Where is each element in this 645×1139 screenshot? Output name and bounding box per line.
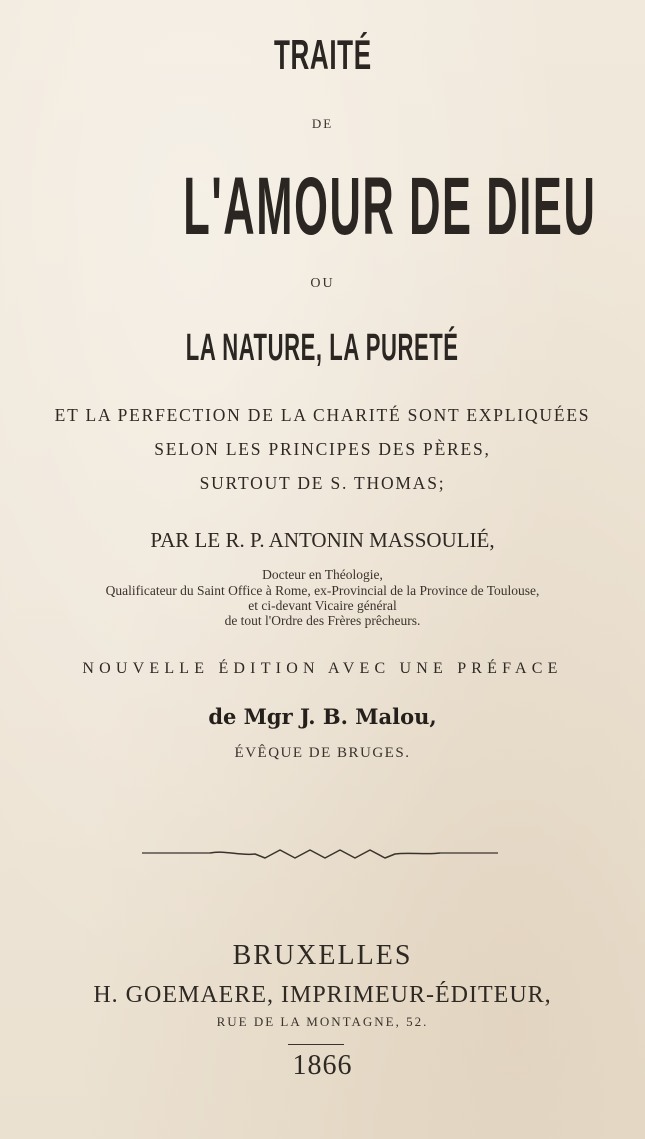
author-credential: de tout l'Ordre des Frères prêcheurs. xyxy=(224,613,421,628)
imprint-city: BRUXELLES xyxy=(232,940,413,971)
imprint-year: 1866 xyxy=(292,1050,353,1081)
preface-author-title: ÉVÊQUE DE BRUGES. xyxy=(234,745,411,761)
year-rule xyxy=(288,1044,344,1045)
ornamental-rule xyxy=(140,838,500,868)
author-line: PAR LE R. P. ANTONIN MASSOULIÉ, xyxy=(150,528,495,552)
connector-ou: OU xyxy=(310,276,335,291)
imprint-address: RUE DE LA MONTAGNE, 52. xyxy=(216,1014,429,1029)
description-line: ET LA PERFECTION DE LA CHARITÉ SONT EXPLIQUÉES xyxy=(54,405,591,425)
subtitle-text: LA NATURE, LA PURETÉ xyxy=(186,327,459,369)
main-title xyxy=(0,161,645,252)
author-credential: Docteur en Théologie, xyxy=(262,567,383,582)
main-title-text: L'AMOUR DE DIEU xyxy=(183,161,597,252)
description-line: SELON LES PRINCIPES DES PÈRES, xyxy=(154,439,491,459)
imprint-publisher: H. GOEMAERE, IMPRIMEUR-ÉDITEUR, xyxy=(93,982,552,1008)
author-credential: Qualificateur du Saint Office à Rome, ex-Provincial de la Province de Toulouse, xyxy=(105,583,540,598)
subtitle xyxy=(0,326,645,369)
edition-line: NOUVELLE ÉDITION AVEC UNE PRÉFACE xyxy=(82,660,563,677)
description-line: SURTOUT DE S. THOMAS; xyxy=(199,473,446,493)
connector-de: DE xyxy=(311,116,334,131)
title-word xyxy=(0,32,645,78)
author-credential: et ci-devant Vicaire général xyxy=(248,598,397,613)
preface-author: de Mgr J. B. Malou, xyxy=(208,704,437,729)
title-word-text: TRAITÉ xyxy=(273,31,372,78)
